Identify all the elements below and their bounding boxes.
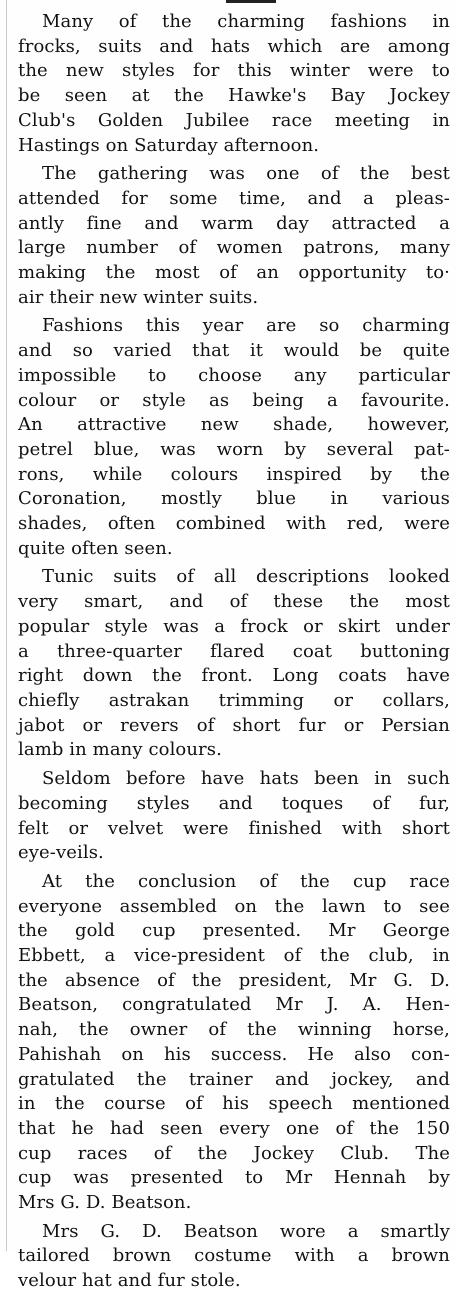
- text-line: the new styles for this winter were to: [18, 60, 450, 82]
- column-top-rule: [226, 0, 276, 3]
- text-line: air their new winter suits.: [18, 286, 259, 308]
- text-line: and so varied that it would be quite: [18, 340, 450, 362]
- text-line: cup races of the Jockey Club. The: [18, 1142, 450, 1164]
- text-line: The gathering was one of the best: [42, 163, 450, 185]
- text-line: velour hat and fur stole.: [18, 1270, 241, 1292]
- text-line: Hastings on Saturday afternoon.: [18, 134, 320, 156]
- text-line: An attractive new shade, however,: [18, 414, 450, 436]
- text-line: right down the front. Long coats have: [18, 665, 450, 687]
- text-line: Tunic suits of all descriptions looked: [42, 566, 450, 588]
- text-line: the absence of the president, Mr G. D.: [18, 969, 450, 991]
- paragraph-4: [18, 565, 450, 763]
- text-line: antly fine and warm day attracted a: [18, 212, 450, 234]
- text-line: lamb in many colours.: [18, 739, 222, 761]
- text-line: Seldom before have hats been in such: [42, 768, 450, 790]
- text-line: cup was presented to Mr Hennah by: [18, 1167, 450, 1189]
- paragraph-3: [18, 314, 450, 561]
- text-line: in the course of his speech mentioned: [18, 1093, 450, 1115]
- text-line: becoming styles and toques of fur,: [18, 792, 450, 814]
- text-line: Mrs G. D. Beatson wore a smartly: [42, 1220, 450, 1242]
- text-line: eye-veils.: [18, 842, 104, 864]
- text-line: Fashions this year are so charming: [42, 315, 450, 337]
- text-line: impossible to choose any particular: [18, 364, 450, 386]
- text-line: jabot or revers of short fur or Persian: [18, 714, 450, 736]
- text-line: making the most of an opportunity to·: [18, 262, 450, 284]
- paragraph-7: [18, 1220, 450, 1294]
- text-line: popular style was a frock or skirt under: [18, 615, 450, 637]
- text-line: everyone assembled on the lawn to see: [18, 895, 450, 917]
- text-line: shades, often combined with red, were: [18, 513, 450, 535]
- text-line: large number of women patrons, many: [18, 237, 450, 259]
- text-line: a three-quarter flared coat buttoning: [18, 640, 450, 662]
- column-left-rule: [6, 0, 7, 1251]
- text-line: the gold cup presented. Mr George: [18, 920, 450, 942]
- text-line: Coronation, mostly blue in various: [18, 488, 450, 510]
- text-line: Pahishah on his success. He also con-: [18, 1043, 450, 1065]
- text-line: nah, the owner of the winning horse,: [18, 1019, 450, 1041]
- paragraph-5: [18, 767, 450, 866]
- text-line: chiefly astrakan trimming or collars,: [18, 689, 450, 711]
- paragraph-2: [18, 162, 450, 310]
- text-line: colour or style as being a favourite.: [18, 389, 450, 411]
- text-line: that he had seen every one of the 150: [18, 1117, 450, 1139]
- text-line: Many of the charming fashions in: [42, 11, 450, 32]
- text-line: felt or velvet were finished with short: [18, 817, 450, 839]
- text-line: rons, while colours inspired by the: [18, 463, 450, 485]
- text-line: very smart, and of these the most: [18, 591, 450, 613]
- text-line: At the conclusion of the cup race: [42, 870, 450, 892]
- text-line: Ebbett, a vice-president of the club, in: [18, 945, 450, 967]
- text-line: be seen at the Hawke's Bay Jockey: [18, 85, 450, 107]
- article-body: [18, 10, 450, 1298]
- text-line: gratulated the trainer and jockey, and: [18, 1068, 450, 1090]
- text-line: quite often seen.: [18, 537, 173, 559]
- text-line: petrel blue, was worn by several pat-: [18, 438, 450, 460]
- text-line: attended for some time, and a pleas-: [18, 187, 450, 209]
- paragraph-1: [18, 10, 450, 158]
- text-line: Beatson, congratulated Mr J. A. Hen-: [18, 994, 450, 1016]
- text-line: frocks, suits and hats which are among: [18, 35, 450, 57]
- text-line: tailored brown costume with a brown: [18, 1245, 450, 1267]
- paragraph-6: [18, 870, 450, 1216]
- text-line: Club's Golden Jubilee race meeting in: [18, 109, 450, 131]
- text-line: Mrs G. D. Beatson.: [18, 1192, 192, 1214]
